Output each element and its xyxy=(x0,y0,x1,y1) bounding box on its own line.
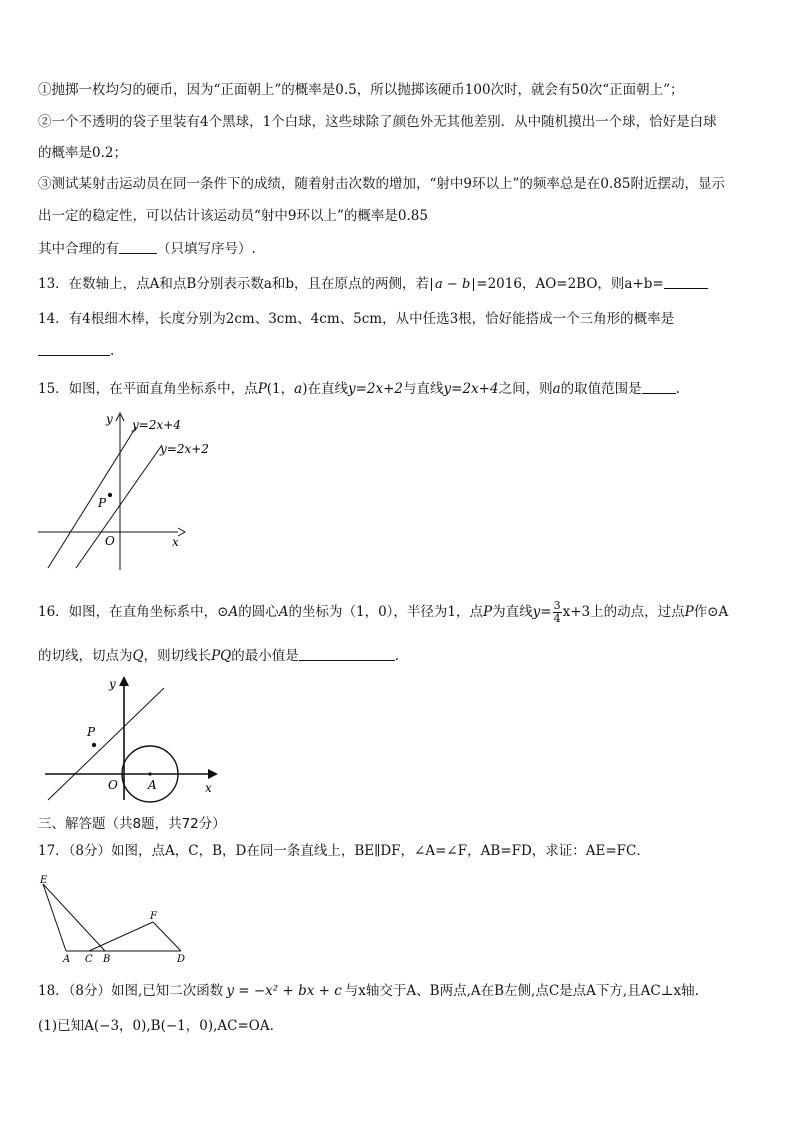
q18-pre: 18．（8分）如图,已知二次函数 xyxy=(38,983,224,999)
q16-line2-b: ，则切线长 xyxy=(143,648,212,664)
q16-frac-den: 4 xyxy=(553,612,561,626)
q15-text-d: 之间，则 xyxy=(498,381,553,397)
q16-p2: P xyxy=(684,604,694,621)
q17-label-b: B xyxy=(103,954,111,964)
q17-figure xyxy=(35,872,195,964)
q16-y-arrow xyxy=(119,676,129,686)
q12-option-3-line-1: ③测试某射击运动员在同一条件下的成绩，随着射击次数的增加，“射中9环以上”的频率总是在0.85附近摆动，显示 xyxy=(38,176,725,192)
q12-question-post: （只填写序号）. xyxy=(157,241,256,257)
q16-pq: PQ xyxy=(211,648,232,664)
q16-point-p-dot xyxy=(92,743,96,747)
q16-x-arrow xyxy=(208,769,218,779)
q16-text-b: 的圆心 xyxy=(238,604,279,621)
section-3-heading: 三、解答题（共8题，共72分） xyxy=(38,816,226,832)
q12-option-1: ①抛掷一枚均匀的硬币，因为“正面朝上”的概率是0.5，所以抛掷该硬币100次时，就会有50次“正面朝上”； xyxy=(38,82,684,98)
q12-question-pre: 其中合理的有 xyxy=(38,241,119,257)
q15-fig-label-top: y=2x+4 xyxy=(132,418,181,432)
q12-option-3-line-2: 出一定的稳定性，可以估计该运动员“射中9环以上”的概率是0.85 xyxy=(38,208,428,224)
q12-option-2-line-2: 的概率是0.2； xyxy=(38,145,127,161)
q16-fig-y: y xyxy=(109,677,116,691)
q15-text-a: 15．如图，在平面直角坐标系中，点 xyxy=(38,381,258,397)
q16-a1: A xyxy=(228,604,239,621)
q15-x-arrow xyxy=(178,528,185,536)
q16-fig-p: P xyxy=(87,725,96,739)
q18-text xyxy=(38,985,699,999)
q13-post: =2016，AO=2BO，则a+b= xyxy=(476,276,664,292)
q16-answer-blank[interactable] xyxy=(299,648,395,661)
q16-text-f: 作⊙A xyxy=(693,604,729,621)
q18-formula: y = −x² + bx + c xyxy=(226,983,342,999)
q14-end: . xyxy=(110,343,115,359)
q15-text-b: )在直线 xyxy=(302,381,348,397)
q16-line2-a: 的切线，切点为 xyxy=(38,648,133,664)
q13-answer-blank[interactable] xyxy=(664,276,708,289)
q16-text-d: 为直线 xyxy=(492,604,533,621)
q15-fig-label-bottom: y=2x+2 xyxy=(160,442,209,456)
q16-figure xyxy=(40,672,240,807)
q15-fig-o: O xyxy=(105,534,115,548)
q18-post: 与x轴交于A、B两点,A在B左侧,点C是点A下方,且AC⊥x轴. xyxy=(344,983,699,999)
q16-end: . xyxy=(394,648,400,664)
q16-fig-o: O xyxy=(108,778,118,792)
q17-label-c: C xyxy=(85,954,93,964)
q16-line-1 xyxy=(38,600,728,625)
q17-label-a: A xyxy=(63,954,71,964)
q12-question xyxy=(38,241,256,257)
q13-abs-value: a − b xyxy=(431,278,474,291)
q14-answer-blank[interactable] xyxy=(38,343,110,356)
q12-option-2-line-1: ②一个不透明的袋子里装有4个黑球，1个白球，这些球除了颜色外无其他差别．从中随机摸出一个球，恰好是白球 xyxy=(38,114,717,130)
q16-fig-a: A xyxy=(148,778,157,792)
q15-fig-x: x xyxy=(172,535,179,549)
q15-text-c: 与直线 xyxy=(403,381,444,397)
q17-label-f: F xyxy=(150,911,157,922)
q15-eq2: y=2x+4 xyxy=(443,381,499,397)
q16-fig-x: x xyxy=(205,781,212,795)
q13-pre: 13．在数轴上，点A和点B分别表示数a和b，且在原点的两侧，若 xyxy=(38,276,430,292)
q16-line-2 xyxy=(38,648,399,664)
q15-figure xyxy=(30,405,230,580)
q14-answer-line xyxy=(38,343,114,359)
q16-text-e: x+3上的动点，过点 xyxy=(562,604,685,621)
q15-eq1: y=2x+2 xyxy=(347,381,404,397)
q17-seg-ea xyxy=(43,884,66,951)
q17-label-d: D xyxy=(177,954,186,964)
q18-sub-1: (1)已知A(−3，0),B(−1，0),AC=OA. xyxy=(38,1018,274,1034)
q15-answer-blank[interactable] xyxy=(642,381,676,394)
q14-text: 14．有4根细木棒，长度分别为2cm、3cm、4cm、5cm，从中任选3根，恰好能搭成一个三角形的概率是 xyxy=(38,311,675,327)
q17-seg-cf xyxy=(89,922,153,951)
q16-line xyxy=(48,688,164,800)
q16-center-a xyxy=(148,772,151,775)
q16-y: y= xyxy=(532,604,552,621)
q16-frac-num: 3 xyxy=(553,599,561,612)
q16-a2: A xyxy=(278,604,289,621)
q17-seg-fd xyxy=(153,922,181,951)
q17-label-e: E xyxy=(40,875,48,886)
q15-text xyxy=(38,381,680,397)
q13-text xyxy=(38,276,708,292)
q16-text-c: 的坐标为（1，0），半径为1，点 xyxy=(288,604,484,621)
q16-fraction xyxy=(553,600,562,625)
q17-text: 17．（8分）如图，点A，C，B，D在同一条直线上，BE∥DF，∠A=∠F，AB=FD，求证：AE=FC． xyxy=(38,843,650,859)
q15-fig-p: P xyxy=(98,496,107,510)
q15-point-p-dot xyxy=(108,493,112,497)
q15-text-e: 的取值范围是 xyxy=(560,381,642,397)
q15-line-2x4 xyxy=(48,427,136,568)
q16-line2-c: 的最小值是 xyxy=(231,648,299,664)
q15-end: . xyxy=(675,381,680,397)
q15-point-p: P xyxy=(257,381,267,397)
q15-var-a: a xyxy=(294,381,303,397)
q15-line-2x2 xyxy=(76,445,162,568)
q15-var-a-2: a xyxy=(552,381,561,397)
q17-seg-eb xyxy=(43,884,105,951)
q12-answer-blank[interactable] xyxy=(119,241,157,254)
q16-p1: P xyxy=(483,604,493,621)
q15-fig-y: y xyxy=(106,412,113,426)
q16-q: Q xyxy=(132,648,144,664)
q16-text-a: 16．如图，在直角坐标系中，⊙ xyxy=(38,604,229,621)
q15-paren: (1， xyxy=(266,381,295,397)
